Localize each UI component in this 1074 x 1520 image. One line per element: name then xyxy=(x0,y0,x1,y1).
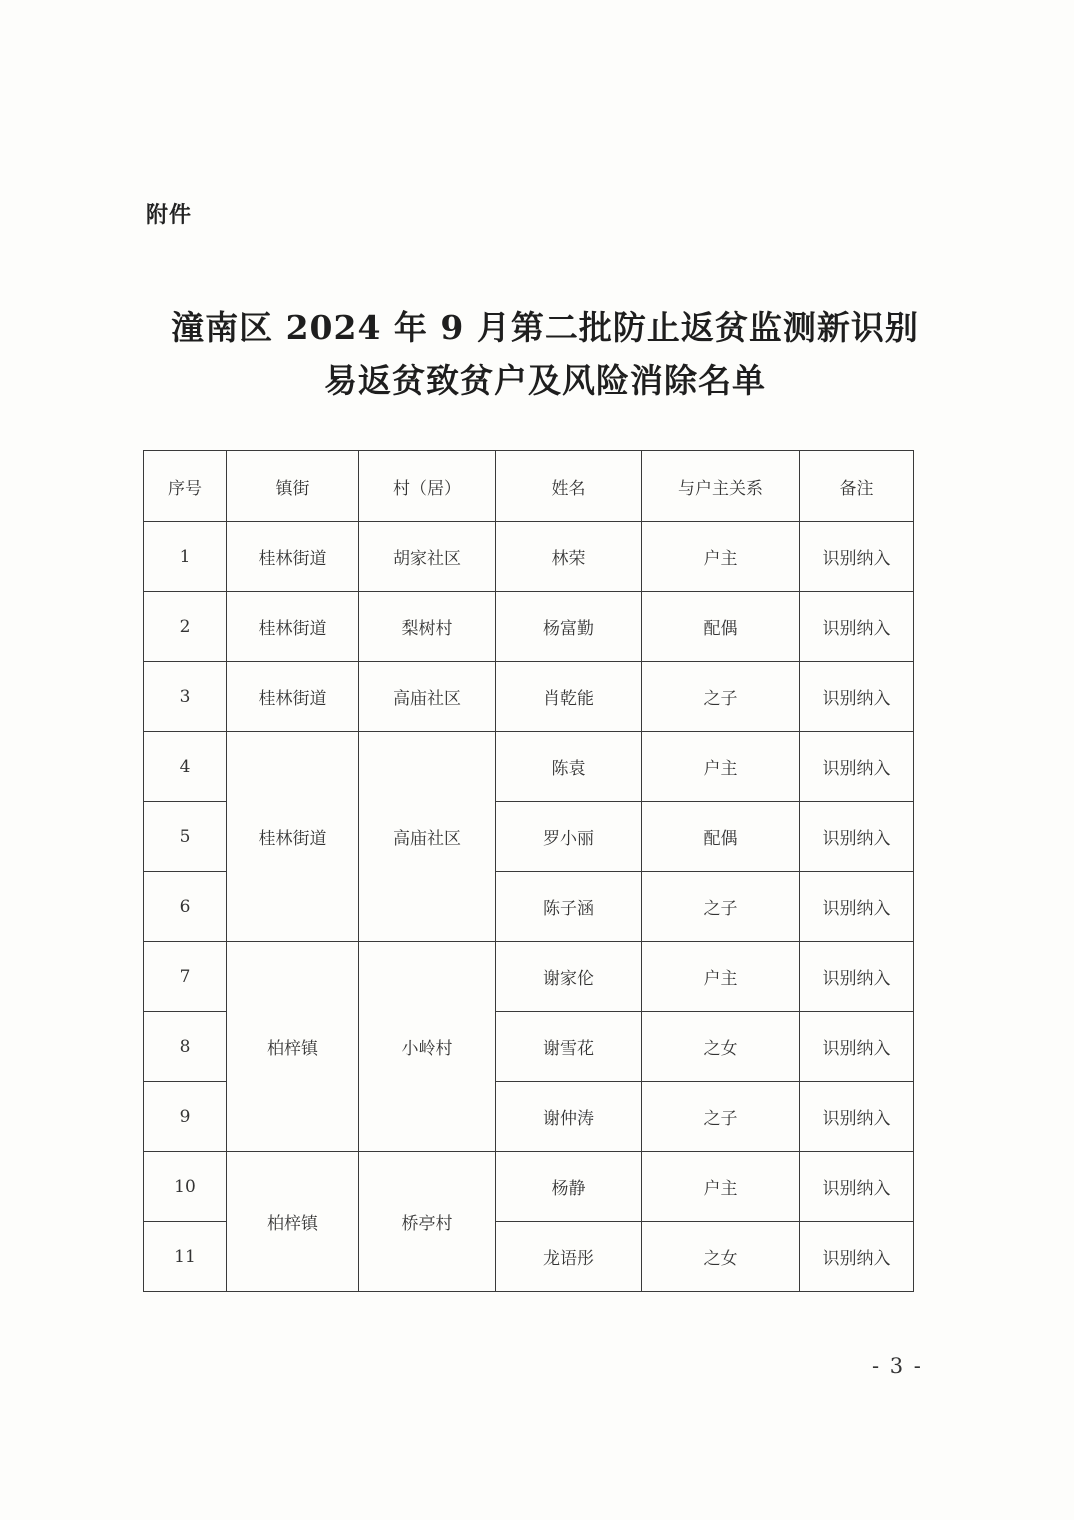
cell-note: 识别纳入 xyxy=(800,1222,914,1292)
cell-town: 桂林街道 xyxy=(227,732,359,942)
cell-seq: 7 xyxy=(144,942,227,1012)
header-village: 村（居） xyxy=(359,451,496,522)
header-name: 姓名 xyxy=(496,451,642,522)
cell-relation: 户主 xyxy=(642,732,800,802)
document-title-line-2: 易返贫致贫户及风险消除名单 xyxy=(324,361,766,400)
cell-town: 桂林街道 xyxy=(227,592,359,662)
roster-table-container xyxy=(143,450,913,1292)
cell-town: 柏梓镇 xyxy=(227,942,359,1152)
cell-town: 柏梓镇 xyxy=(227,1152,359,1292)
cell-seq: 1 xyxy=(144,522,227,592)
cell-note: 识别纳入 xyxy=(800,1082,914,1152)
cell-seq: 10 xyxy=(144,1152,227,1222)
cell-note: 识别纳入 xyxy=(800,592,914,662)
cell-relation: 户主 xyxy=(642,942,800,1012)
cell-name: 杨静 xyxy=(496,1152,642,1222)
cell-name: 陈子涵 xyxy=(496,872,642,942)
table-row xyxy=(144,942,914,1012)
cell-note: 识别纳入 xyxy=(800,942,914,1012)
cell-relation: 之子 xyxy=(642,1082,800,1152)
cell-town: 桂林街道 xyxy=(227,662,359,732)
table-row xyxy=(144,522,914,592)
cell-note: 识别纳入 xyxy=(800,732,914,802)
table-row xyxy=(144,592,914,662)
roster-table xyxy=(143,450,914,1292)
header-note: 备注 xyxy=(800,451,914,522)
cell-relation: 配偶 xyxy=(642,802,800,872)
cell-relation: 之子 xyxy=(642,662,800,732)
cell-seq: 6 xyxy=(144,872,227,942)
cell-note: 识别纳入 xyxy=(800,1012,914,1082)
cell-village: 小岭村 xyxy=(359,942,496,1152)
cell-note: 识别纳入 xyxy=(800,872,914,942)
cell-relation: 户主 xyxy=(642,1152,800,1222)
page-number: - 3 - xyxy=(872,1354,923,1378)
cell-seq: 11 xyxy=(144,1222,227,1292)
cell-note: 识别纳入 xyxy=(800,802,914,872)
header-relation: 与户主关系 xyxy=(642,451,800,522)
cell-name: 陈袁 xyxy=(496,732,642,802)
cell-name: 龙语彤 xyxy=(496,1222,642,1292)
cell-seq: 4 xyxy=(144,732,227,802)
header-seq: 序号 xyxy=(144,451,227,522)
cell-name: 杨富勤 xyxy=(496,592,642,662)
cell-seq: 8 xyxy=(144,1012,227,1082)
cell-note: 识别纳入 xyxy=(800,522,914,592)
cell-note: 识别纳入 xyxy=(800,1152,914,1222)
cell-name: 谢雪花 xyxy=(496,1012,642,1082)
cell-village: 胡家社区 xyxy=(359,522,496,592)
cell-name: 林荣 xyxy=(496,522,642,592)
cell-seq: 5 xyxy=(144,802,227,872)
cell-village: 桥亭村 xyxy=(359,1152,496,1292)
attachment-label: 附件 xyxy=(146,203,193,228)
cell-relation: 之女 xyxy=(642,1222,800,1292)
document-title-line-1: 潼南区 2024 年 9 月第二批防止返贫监测新识别 xyxy=(171,308,919,347)
table-row xyxy=(144,732,914,802)
cell-name: 肖乾能 xyxy=(496,662,642,732)
cell-relation: 之子 xyxy=(642,872,800,942)
cell-village: 高庙社区 xyxy=(359,662,496,732)
cell-village: 梨树村 xyxy=(359,592,496,662)
table-header-row xyxy=(144,451,914,522)
cell-note: 识别纳入 xyxy=(800,662,914,732)
table-row xyxy=(144,1152,914,1222)
cell-relation: 配偶 xyxy=(642,592,800,662)
cell-town: 桂林街道 xyxy=(227,522,359,592)
cell-seq: 2 xyxy=(144,592,227,662)
cell-relation: 之女 xyxy=(642,1012,800,1082)
cell-name: 谢家伦 xyxy=(496,942,642,1012)
header-town: 镇街 xyxy=(227,451,359,522)
table-row xyxy=(144,662,914,732)
cell-relation: 户主 xyxy=(642,522,800,592)
cell-name: 谢仲涛 xyxy=(496,1082,642,1152)
cell-name: 罗小丽 xyxy=(496,802,642,872)
cell-seq: 3 xyxy=(144,662,227,732)
cell-seq: 9 xyxy=(144,1082,227,1152)
cell-village: 高庙社区 xyxy=(359,732,496,942)
